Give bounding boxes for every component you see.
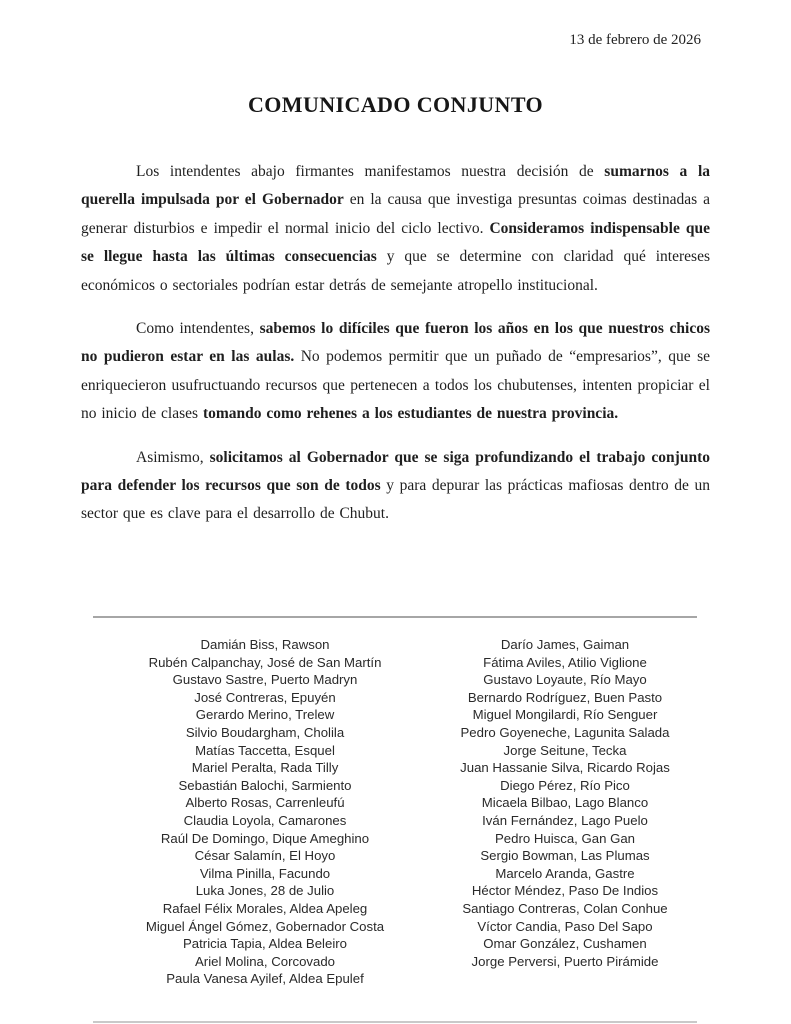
document-body <box>81 158 710 544</box>
signatory-item: Miguel Mongilardi, Río Senguer <box>472 707 658 723</box>
signatory-item: Miguel Ángel Gómez, Gobernador Costa <box>145 918 385 934</box>
signatories-right-column <box>415 636 715 970</box>
signatory-item: Víctor Candia, Paso Del Sapo <box>477 918 653 934</box>
signatory-item: Sergio Bowman, Las Plumas <box>480 848 650 864</box>
text-segment: No podemos permitir que un puñado de “empresarios”, que se enriquecieron usufructuando recursos que pertenecen a todos los chubutenses, intenten propiciar el no inicio de clases <box>81 348 711 423</box>
signatory-item: Pedro Goyeneche, Lagunita Salada <box>460 724 670 740</box>
signatory-item: Diego Pérez, Río Pico <box>500 777 630 793</box>
bold-text-segment: sabemos lo difíciles que fueron los años en los que nuestros chicos no pudieron estar en las aulas. <box>81 320 710 366</box>
signatory-item: Vilma Pinilla, Facundo <box>199 865 331 881</box>
page-bottom-line <box>93 1021 697 1023</box>
signatory-item: Ariel Molina, Corcovado <box>195 953 335 969</box>
signatory-item: José Contreras, Epuyén <box>194 689 336 705</box>
signatory-item: Claudia Loyola, Camarones <box>183 812 347 828</box>
paragraph-1 <box>81 158 710 300</box>
signatory-item: Iván Fernández, Lago Puelo <box>482 812 648 828</box>
signatory-item: Omar González, Cushamen <box>483 936 647 952</box>
signatory-item: Gustavo Sastre, Puerto Madryn <box>172 672 358 688</box>
signatory-item: Damián Biss, Rawson <box>200 637 330 652</box>
signatory-item: Paula Vanesa Ayilef, Aldea Epulef <box>166 971 364 987</box>
signatory-item: Alberto Rosas, Carrenleufú <box>185 795 345 811</box>
signatory-item: Luka Jones, 28 de Julio <box>195 883 335 899</box>
bold-text-segment: Consideramos indispensable que se llegue hasta las últimas consecuencias <box>81 219 710 266</box>
document-date: 13 de febrero de 2026 <box>569 32 701 48</box>
signatory-item: Patricia Tapia, Aldea Beleiro <box>183 936 347 952</box>
signatory-item: Marcelo Aranda, Gastre <box>495 865 635 881</box>
bold-text-segment: sumarnos a la querella impulsada por el Gobernador <box>81 163 711 209</box>
text-segment: y que se determine con claridad qué intereses económicos o sectoriales podrían estar detrás de semejante atropello institucional. <box>81 248 710 294</box>
text-segment: Los intendentes abajo firmantes manifestamos nuestra decisión de <box>136 163 605 180</box>
signatory-item: Juan Hassanie Silva, Ricardo Rojas <box>460 760 670 776</box>
signatory-item: Silvio Boudargham, Cholila <box>185 724 345 740</box>
signatory-item: César Salamín, El Hoyo <box>194 848 336 864</box>
text-segment: en la causa que investiga presuntas coimas destinadas a generar disturbios e impedir el normal inicio del ciclo lectivo. <box>81 191 711 237</box>
signatory-item: Pedro Huisca, Gan Gan <box>494 830 635 846</box>
signatory-item: Sebastián Balochi, Sarmiento <box>178 777 352 793</box>
signatories-section <box>115 636 715 988</box>
signatories-left-column <box>115 636 415 988</box>
signatory-item: Jorge Seitune, Tecka <box>503 742 627 758</box>
signatory-item: Mariel Peralta, Rada Tilly <box>191 760 339 776</box>
signatory-item: Rubén Calpanchay, José de San Martín <box>148 654 382 670</box>
text-segment: Asimismo, <box>136 448 210 466</box>
signatory-item: Santiago Contreras, Colan Conhue <box>462 900 668 916</box>
signatory-item: Jorge Perversi, Puerto Pirámide <box>471 953 659 969</box>
text-segment: Como intendentes, <box>136 320 260 338</box>
divider-line <box>93 616 697 618</box>
signatory-item: Héctor Méndez, Paso De Indios <box>471 883 659 899</box>
signatory-item: Gustavo Loyaute, Río Mayo <box>483 672 647 688</box>
bold-text-segment: solicitamos al Gobernador que se siga profundizando el trabajo conjunto para defender los recursos que son de todos <box>81 448 710 495</box>
bold-text-segment: tomando como rehenes a los estudiantes de nuestra provincia. <box>202 405 619 423</box>
signatory-item: Darío James, Gaiman <box>500 637 630 652</box>
signatory-item: Micaela Bilbao, Lago Blanco <box>481 795 649 811</box>
paragraph-2 <box>81 315 710 429</box>
text-segment: y para depurar las prácticas mafiosas dentro de un sector que es clave para el desarrollo de Chubut. <box>81 477 711 523</box>
document-title: COMUNICADO CONJUNTO <box>247 92 544 117</box>
signatory-item: Bernardo Rodríguez, Buen Pasto <box>467 689 663 705</box>
signatory-item: Raúl De Domingo, Dique Ameghino <box>160 830 370 846</box>
signatory-item: Gerardo Merino, Trelew <box>195 707 335 723</box>
signatory-item: Fátima Aviles, Atilio Viglione <box>483 654 647 670</box>
paragraph-3 <box>81 444 710 529</box>
signatory-item: Rafael Félix Morales, Aldea Apeleg <box>162 900 368 916</box>
signatory-item: Matías Taccetta, Esquel <box>195 742 335 758</box>
